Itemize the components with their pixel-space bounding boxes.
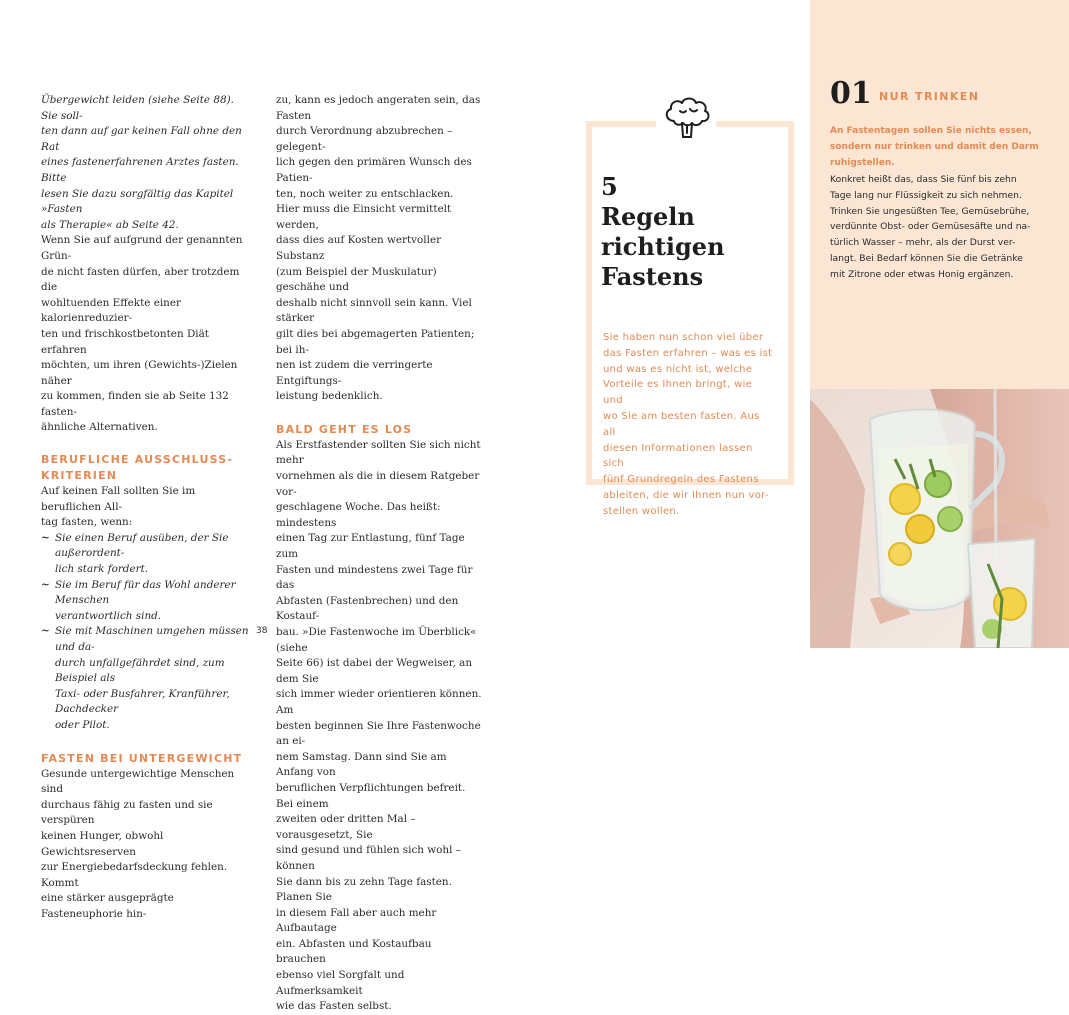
middle-column <box>276 93 484 1015</box>
tilde-marker: ~ <box>41 625 50 638</box>
photo-pouring-lemon-water <box>810 389 1069 648</box>
bullet-item: ~ Sie mit Maschinen umgehen müssen und da- durch unfallgefährdet sind, zum Beispiel als Taxi- oder Busfahrer, Kranführer, Dachdecker oder Pilot. <box>41 625 249 731</box>
paragraph-overweight-note: Übergewicht leiden (siehe Seite 88). Sie soll- ten dann auf gar keinen Fall ohne den Rat eines fastenerfahrenen Arztes fasten. Bitte lesen Sie dazu sorgfältig das Kapitel »Fasten als Therapie« ab Seite 42. <box>41 94 242 231</box>
heading-professional-criteria: BERUFLICHE AUSSCHLUSS- KRITERIEN <box>41 453 234 483</box>
paragraph-abort-fasting: zu, kann es jedoch angeraten sein, das Fasten durch Verordnung abzubrechen – gelegent- lich gegen den primären Wunsch des Patien- ten, noch weiter zu entschlacken. Hier muss die Einsicht vermittelt werden, dass dies auf Kosten wertvoller Substanz (zum Beispiel der Muskulatur) geschähe und deshalb nicht sinnvoll sein kann. Viel stärker gilt dies bei abgemagerten Patienten; bei ih- nen ist zudem die verringerte Entgiftungs- leistung bedenklich. <box>276 94 481 403</box>
bullet-item: ~ Sie einen Beruf ausüben, der Sie außerordent- lich stark fordert. <box>41 531 229 576</box>
left-column <box>41 93 249 923</box>
rule-title: NUR TRINKEN <box>879 90 980 103</box>
page-number: 38 <box>256 626 268 636</box>
heading-soon-start: BALD GEHT ES LOS <box>276 422 413 436</box>
heading-underweight: FASTEN BEI UNTERGEWICHT <box>41 751 243 765</box>
bullet-item: ~ Sie im Beruf für das Wohl anderer Menschen verantwortlich sind. <box>41 578 236 622</box>
tilde-marker: ~ <box>41 578 50 591</box>
paragraph-first-time: Als Erstfastender sollten Sie sich nicht mehr vornehmen als die in diesem Ratgeber vor- geschlagene Woche. Das heißt: mindestens einen Tag zur Entlastung, fünf Tage zum Fasten und mindestens zwei Tage für das Abfasten (Fastenbrechen) und den Kostauf- bau. »Die Fastenwoche im Überblick« (siehe Seite 66) ist dabei der Wegweiser, an dem Sie sich immer wieder orientieren können. Am besten beginnen Sie Ihre Fastenwoche an ei- nem Samstag. Dann sind Sie am Anfang von beruflichen Verpflichtungen befreit. Bei einem zweiten oder dritten Mal – vorausgesetzt, Sie sind gesund und fühlen sich wohl – können Sie dann bis zu zehn Tage fasten. Planen Sie in diesem Fall aber auch mehr Aufbautage ein. Abfasten und Kostaufbau brauchen ebenso viel Sorgfalt und Aufmerksamkeit wie das Fasten selbst. <box>276 438 482 1013</box>
paragraph-underweight: Gesunde untergewichtige Menschen sind durchaus fähig zu fasten und sie verspüren keinen Hunger, obwohl Gewichtsreserven zur Energiebedarfsdeckung fehlen. Kommt eine stärker ausgeprägte Fasteneuphorie hin- <box>41 767 235 920</box>
rule-body: Konkret heißt das, dass Sie fünf bis zehn Tage lang nur Flüssigkeit zu sich nehmen. Trinken Sie ungesüßten Tee, Gemüsebrühe, verdünnte Obst- oder Gemüsesäfte und na- türlich Wasser – mehr, als der Durst ver- langt. Bei Bedarf können Sie die Getränke mit Zitrone oder etwas Honig ergänzen. <box>830 174 1031 280</box>
tilde-marker: ~ <box>41 531 50 544</box>
rule-lead: An Fastentagen sollen Sie nichts essen, sondern nur trinken und damit den Darm ruhigstellen. <box>830 126 1039 168</box>
paragraph-alternatives: Wenn Sie auf aufgrund der genannten Grün- de nicht fasten dürfen, aber trotzdem die wohltuenden Effekte einer kalorienreduzier- ten und frischkostbetonten Diät erfahren möchten, um ihren (Gewichts-)Zielen näher zu kommen, finden sie ab Seite 132 fasten- ähnliche Alternativen. <box>41 234 243 434</box>
rules-intro: Sie haben nun schon viel über das Fasten erfahren – was es ist und was es nicht ist, welche Vorteile es Ihnen bringt, wie und wo Sie am besten fasten. Aus all diesen Informationen lassen sich fünf Grundregeln des Fastens ableiten, die wir Ihnen nun vor- stellen wollen. <box>603 332 773 517</box>
paragraph-professional-intro: Auf keinen Fall sollten Sie im beruflichen All- tag fasten, wenn: <box>41 485 196 529</box>
rules-title: 5 Regeln richtigen Fastens <box>601 172 725 291</box>
rule-number: 01 <box>830 76 872 111</box>
broccoli-icon <box>656 95 716 141</box>
